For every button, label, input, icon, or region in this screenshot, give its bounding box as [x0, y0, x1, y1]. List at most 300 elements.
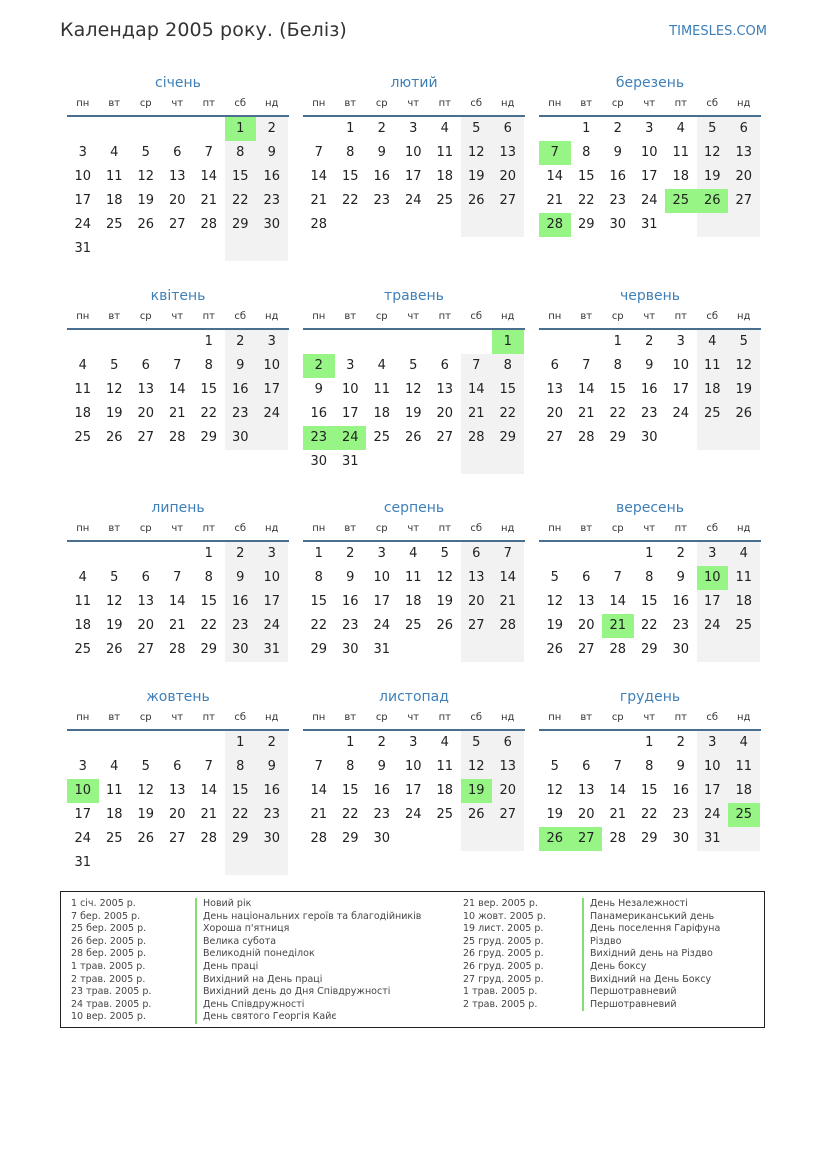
weekday-label: пт	[202, 311, 215, 322]
day-cell: 17	[404, 169, 422, 184]
day-cell: 5	[550, 570, 559, 585]
day-cell: 14	[461, 378, 493, 402]
month-block	[67, 497, 289, 662]
day-cell: 22	[640, 618, 658, 633]
day-cell: 4	[676, 121, 685, 136]
day-cell: 27	[137, 430, 155, 445]
empty-day-cell	[162, 237, 194, 261]
day-cell: 11	[404, 570, 422, 585]
day-cell: 15	[310, 594, 328, 609]
day-cell: 19	[105, 406, 123, 421]
day-cell: 22	[200, 406, 218, 421]
holiday-day-cell: 24	[335, 426, 367, 450]
day-cell: 16	[225, 590, 257, 614]
legend-holiday-name: Вихідний день на Різдво	[582, 948, 720, 961]
empty-day-cell	[665, 426, 697, 450]
day-cell: 22	[640, 807, 658, 822]
empty-day-cell	[461, 638, 493, 662]
day-cell: 21	[492, 590, 524, 614]
weekday-header	[539, 522, 761, 542]
day-cell: 27	[168, 831, 186, 846]
month-block	[303, 72, 525, 237]
day-cell: 15	[341, 783, 359, 798]
day-cell: 9	[225, 354, 257, 378]
day-cell: 6	[173, 759, 182, 774]
day-cell: 28	[310, 217, 328, 232]
legend-holiday-name: День поселення Гаріфуна	[582, 923, 720, 936]
day-cell: 20	[137, 618, 155, 633]
day-cell: 7	[173, 358, 182, 373]
weekday-label: пн	[548, 311, 562, 322]
day-cell: 1	[346, 735, 355, 750]
holiday-day-cell: 10	[67, 779, 99, 803]
day-cell: 26	[105, 642, 123, 657]
weekday-label: ср	[139, 311, 152, 322]
day-cell: 29	[225, 827, 257, 851]
holiday-day-cell: 26	[697, 189, 729, 213]
legend-date: 26 бер. 2005 р.	[71, 935, 147, 947]
day-cell: 13	[492, 755, 524, 779]
day-cell: 23	[256, 803, 288, 827]
weekday-label: пн	[548, 523, 562, 534]
weekday-label: чт	[171, 712, 184, 723]
empty-day-cell	[99, 237, 131, 261]
month-name: травень	[384, 288, 444, 304]
day-cell: 10	[640, 145, 658, 160]
weekday-label: сб	[470, 311, 483, 322]
day-cell: 28	[609, 642, 627, 657]
day-cell: 19	[697, 165, 729, 189]
day-cell: 13	[436, 382, 454, 397]
day-cell: 16	[373, 169, 391, 184]
legend-holiday-name: Першотравневий	[582, 986, 720, 999]
day-cell: 13	[546, 382, 564, 397]
weekday-label: ср	[375, 311, 388, 322]
day-cell: 22	[200, 618, 218, 633]
weekday-label: пт	[438, 712, 451, 723]
weekday-label: сб	[470, 98, 483, 109]
day-cell: 31	[373, 642, 391, 657]
day-cell: 24	[640, 193, 658, 208]
weekday-label: чт	[643, 712, 656, 723]
day-cell: 15	[609, 382, 627, 397]
day-cell: 16	[672, 594, 690, 609]
weekday-label: сб	[234, 712, 247, 723]
empty-day-cell	[67, 731, 99, 755]
day-cell: 15	[640, 783, 658, 798]
day-cell: 21	[200, 193, 218, 208]
empty-day-cell	[99, 731, 131, 755]
day-cell: 17	[74, 807, 92, 822]
day-cell: 17	[74, 193, 92, 208]
day-cell: 10	[404, 759, 422, 774]
empty-day-cell	[67, 542, 99, 566]
day-cell: 22	[310, 618, 328, 633]
weekday-label: нд	[501, 311, 515, 322]
holiday-day-cell: 2	[303, 354, 335, 378]
weekday-label: вт	[108, 98, 121, 109]
day-cell: 28	[492, 614, 524, 638]
day-cell: 2	[225, 542, 257, 566]
weekday-header	[67, 711, 289, 731]
empty-day-cell	[303, 117, 335, 141]
day-cell: 18	[404, 594, 422, 609]
legend-date: 2 трав. 2005 р.	[71, 973, 146, 985]
empty-day-cell	[697, 213, 729, 237]
day-grid	[303, 542, 525, 662]
legend-holiday-name: Хороша п'ятниця	[195, 923, 421, 936]
day-cell: 11	[728, 755, 760, 779]
day-cell: 12	[461, 755, 493, 779]
empty-day-cell	[256, 851, 288, 875]
day-cell: 23	[640, 406, 658, 421]
day-cell: 9	[676, 570, 685, 585]
day-cell: 6	[141, 358, 150, 373]
day-cell: 26	[137, 831, 155, 846]
empty-day-cell	[130, 330, 162, 354]
month-block	[539, 285, 761, 450]
weekday-label: вт	[344, 712, 357, 723]
day-cell: 19	[105, 618, 123, 633]
empty-day-cell	[398, 827, 430, 851]
day-cell: 6	[492, 731, 524, 755]
day-cell: 4	[110, 759, 119, 774]
day-cell: 16	[256, 779, 288, 803]
weekday-label: ср	[139, 712, 152, 723]
day-cell: 18	[436, 783, 454, 798]
legend-holiday-name: День національних героїв та благодійників	[195, 911, 421, 924]
empty-day-cell	[429, 450, 461, 474]
legend-holiday-name: Велика субота	[195, 936, 421, 949]
day-cell: 17	[697, 590, 729, 614]
holiday-day-cell: 7	[539, 141, 571, 165]
day-cell: 5	[461, 117, 493, 141]
day-cell: 7	[492, 542, 524, 566]
day-cell: 7	[461, 354, 493, 378]
holiday-day-cell: 10	[697, 566, 729, 590]
day-cell: 15	[341, 169, 359, 184]
legend-holiday-name: Різдво	[582, 936, 720, 949]
day-cell: 28	[461, 426, 493, 450]
day-cell: 11	[436, 145, 454, 160]
day-cell: 19	[137, 193, 155, 208]
day-cell: 24	[404, 807, 422, 822]
day-cell: 7	[613, 570, 622, 585]
day-cell: 8	[314, 570, 323, 585]
day-cell: 2	[346, 546, 355, 561]
day-cell: 20	[577, 618, 595, 633]
day-cell: 14	[492, 566, 524, 590]
day-cell: 7	[314, 145, 323, 160]
weekday-label: сб	[234, 311, 247, 322]
page-title: Календар 2005 року. (Беліз)	[60, 19, 347, 41]
day-cell: 8	[225, 755, 257, 779]
day-cell: 6	[582, 570, 591, 585]
day-cell: 21	[546, 193, 564, 208]
empty-day-cell	[366, 330, 398, 354]
day-cell: 29	[492, 426, 524, 450]
day-cell: 7	[173, 570, 182, 585]
empty-day-cell	[335, 330, 367, 354]
empty-day-cell	[429, 827, 461, 851]
day-cell: 18	[697, 378, 729, 402]
weekday-label: нд	[737, 523, 751, 534]
day-cell: 4	[440, 121, 449, 136]
legend-date: 21 вер. 2005 р.	[463, 898, 538, 909]
day-cell: 14	[310, 783, 328, 798]
day-cell: 15	[225, 165, 257, 189]
empty-day-cell	[256, 237, 288, 261]
day-cell: 9	[256, 755, 288, 779]
empty-day-cell	[225, 851, 257, 875]
day-cell: 26	[728, 402, 760, 426]
day-cell: 24	[697, 614, 729, 638]
day-cell: 6	[440, 358, 449, 373]
day-cell: 2	[377, 121, 386, 136]
weekday-label: ср	[611, 523, 624, 534]
day-cell: 11	[373, 382, 391, 397]
day-cell: 11	[74, 382, 92, 397]
day-cell: 3	[377, 546, 386, 561]
day-cell: 3	[676, 334, 685, 349]
day-cell: 12	[697, 141, 729, 165]
empty-day-cell	[571, 731, 603, 755]
empty-day-cell	[130, 851, 162, 875]
day-cell: 11	[728, 566, 760, 590]
month-name: серпень	[383, 500, 445, 516]
legend-date: 23 трав. 2005 р.	[71, 986, 152, 998]
day-cell: 20	[168, 807, 186, 822]
day-cell: 26	[137, 217, 155, 232]
day-cell: 25	[436, 807, 454, 822]
weekday-header	[67, 310, 289, 330]
month-name: січень	[155, 75, 201, 91]
month-block	[67, 686, 289, 875]
brand-link[interactable]: TIMESLES.COM	[669, 24, 767, 39]
weekday-label: нд	[501, 98, 515, 109]
holiday-day-cell: 1	[225, 117, 257, 141]
weekday-header	[539, 310, 761, 330]
day-cell: 2	[613, 121, 622, 136]
day-cell: 27	[168, 217, 186, 232]
day-cell: 16	[609, 169, 627, 184]
day-cell: 10	[256, 354, 288, 378]
day-cell: 19	[546, 807, 564, 822]
day-cell: 24	[74, 831, 92, 846]
weekday-label: пт	[202, 98, 215, 109]
day-cell: 24	[697, 803, 729, 827]
day-grid	[539, 330, 761, 450]
weekday-label: сб	[470, 523, 483, 534]
empty-day-cell	[539, 542, 571, 566]
day-cell: 28	[168, 642, 186, 657]
empty-day-cell	[303, 330, 335, 354]
empty-day-cell	[492, 450, 524, 474]
day-cell: 28	[200, 831, 218, 846]
day-cell: 16	[225, 378, 257, 402]
day-cell: 3	[409, 121, 418, 136]
day-cell: 29	[310, 642, 328, 657]
day-cell: 19	[461, 165, 493, 189]
day-cell: 6	[461, 542, 493, 566]
day-cell: 26	[436, 618, 454, 633]
month-block	[539, 686, 761, 851]
weekday-label: сб	[706, 98, 719, 109]
day-cell: 16	[310, 406, 328, 421]
weekday-label: нд	[737, 712, 751, 723]
weekday-label: пн	[76, 523, 90, 534]
day-cell: 3	[697, 542, 729, 566]
day-cell: 13	[137, 594, 155, 609]
legend-date: 19 лист. 2005 р.	[463, 923, 544, 935]
day-grid	[67, 731, 289, 875]
legend-holiday-name: День боксу	[582, 961, 720, 974]
weekday-label: ср	[611, 98, 624, 109]
holiday-day-cell: 21	[602, 614, 634, 638]
day-cell: 12	[546, 783, 564, 798]
day-cell: 12	[404, 382, 422, 397]
weekday-label: нд	[737, 98, 751, 109]
day-cell: 11	[105, 169, 123, 184]
day-cell: 31	[341, 454, 359, 469]
empty-day-cell	[461, 450, 493, 474]
legend-date: 10 вер. 2005 р.	[71, 1011, 146, 1023]
day-cell: 8	[204, 358, 213, 373]
weekday-label: ср	[375, 523, 388, 534]
weekday-label: ср	[611, 311, 624, 322]
day-cell: 29	[609, 430, 627, 445]
day-cell: 9	[225, 566, 257, 590]
empty-day-cell	[366, 450, 398, 474]
day-cell: 8	[346, 759, 355, 774]
legend-date: 2 трав. 2005 р.	[463, 998, 538, 1010]
day-cell: 20	[728, 165, 760, 189]
empty-day-cell	[130, 117, 162, 141]
day-cell: 6	[141, 570, 150, 585]
empty-day-cell	[461, 213, 493, 237]
day-cell: 29	[640, 831, 658, 846]
month-name: вересень	[615, 500, 685, 516]
day-cell: 1	[346, 121, 355, 136]
month-block	[303, 686, 525, 851]
legend-holiday-name: Вихідний день до Дня Співдружності	[195, 986, 421, 999]
day-cell: 8	[645, 570, 654, 585]
day-cell: 28	[200, 217, 218, 232]
day-cell: 19	[728, 378, 760, 402]
day-cell: 27	[577, 642, 595, 657]
day-cell: 14	[546, 169, 564, 184]
day-cell: 16	[341, 594, 359, 609]
weekday-label: ср	[139, 523, 152, 534]
weekday-label: чт	[171, 311, 184, 322]
day-cell: 15	[200, 594, 218, 609]
day-cell: 23	[373, 807, 391, 822]
day-cell: 10	[373, 570, 391, 585]
day-cell: 28	[168, 430, 186, 445]
day-cell: 10	[74, 169, 92, 184]
weekday-header	[67, 97, 289, 117]
day-cell: 9	[256, 141, 288, 165]
day-cell: 14	[200, 169, 218, 184]
day-cell: 31	[256, 638, 288, 662]
day-cell: 1	[314, 546, 323, 561]
empty-day-cell	[225, 237, 257, 261]
day-cell: 10	[672, 358, 690, 373]
holiday-day-cell: 27	[571, 827, 603, 851]
day-cell: 19	[404, 406, 422, 421]
weekday-label: чт	[643, 98, 656, 109]
day-grid	[539, 117, 761, 237]
day-cell: 3	[256, 330, 288, 354]
legend-date: 7 бер. 2005 р.	[71, 910, 141, 922]
weekday-label: вт	[580, 311, 593, 322]
day-cell: 18	[105, 193, 123, 208]
day-cell: 30	[640, 430, 658, 445]
day-cell: 17	[341, 406, 359, 421]
day-cell: 20	[168, 193, 186, 208]
day-cell: 7	[204, 145, 213, 160]
day-cell: 15	[200, 382, 218, 397]
weekday-label: сб	[706, 712, 719, 723]
empty-day-cell	[571, 542, 603, 566]
legend-holiday-name: Вихідний на День Боксу	[582, 974, 720, 987]
weekday-header	[303, 310, 525, 330]
day-cell: 21	[310, 807, 328, 822]
empty-day-cell	[162, 731, 194, 755]
empty-day-cell	[728, 827, 760, 851]
day-grid	[303, 117, 525, 237]
day-cell: 2	[377, 735, 386, 750]
day-cell: 20	[577, 807, 595, 822]
day-cell: 9	[377, 145, 386, 160]
weekday-header	[303, 711, 525, 731]
day-cell: 10	[697, 755, 729, 779]
day-cell: 17	[256, 378, 288, 402]
legend-date: 1 січ. 2005 р.	[71, 898, 136, 909]
day-cell: 20	[436, 406, 454, 421]
day-cell: 9	[645, 358, 654, 373]
day-cell: 18	[728, 590, 760, 614]
day-cell: 19	[137, 807, 155, 822]
day-cell: 4	[78, 358, 87, 373]
day-cell: 25	[404, 618, 422, 633]
empty-day-cell	[571, 330, 603, 354]
weekday-label: ср	[375, 712, 388, 723]
day-cell: 28	[310, 831, 328, 846]
holiday-day-cell: 26	[539, 827, 571, 851]
weekday-label: сб	[234, 98, 247, 109]
day-cell: 5	[110, 358, 119, 373]
weekday-label: пн	[76, 712, 90, 723]
day-cell: 14	[310, 169, 328, 184]
empty-day-cell	[193, 851, 225, 875]
day-cell: 30	[373, 831, 391, 846]
empty-day-cell	[492, 827, 524, 851]
empty-day-cell	[162, 542, 194, 566]
day-cell: 8	[645, 759, 654, 774]
day-cell: 22	[341, 193, 359, 208]
day-cell: 29	[640, 642, 658, 657]
weekday-label: вт	[344, 98, 357, 109]
empty-day-cell	[398, 638, 430, 662]
weekday-label: пн	[76, 311, 90, 322]
day-cell: 18	[74, 618, 92, 633]
day-cell: 12	[436, 570, 454, 585]
day-cell: 20	[137, 406, 155, 421]
day-grid	[67, 117, 289, 261]
day-cell: 11	[74, 594, 92, 609]
day-grid	[539, 731, 761, 851]
